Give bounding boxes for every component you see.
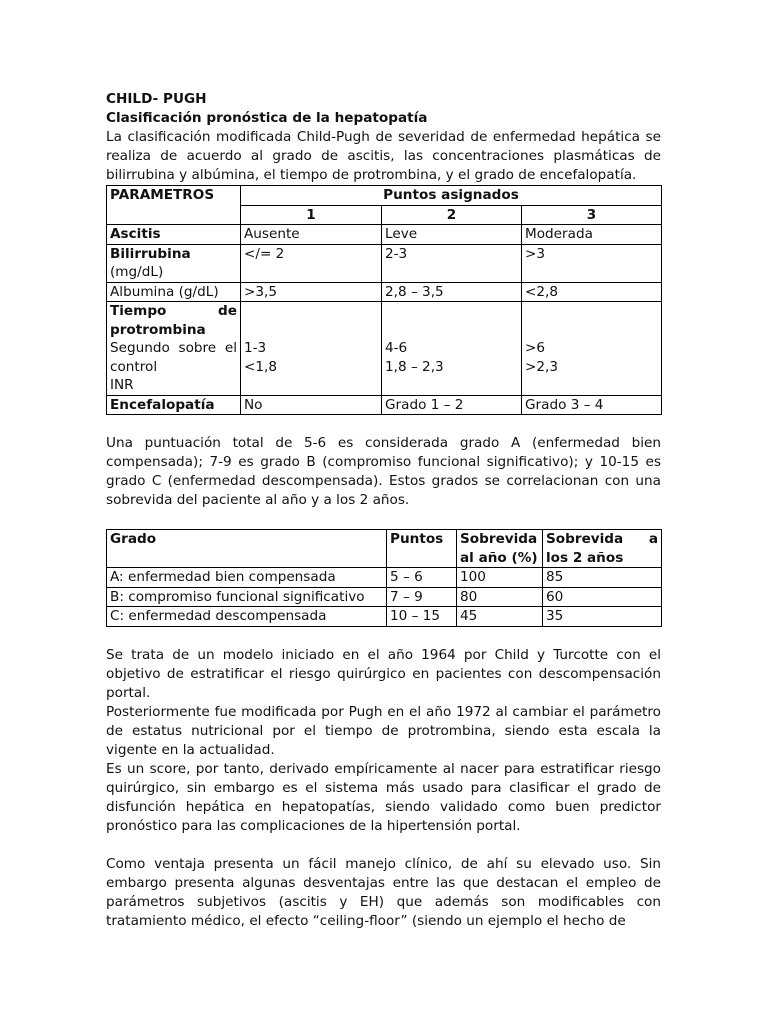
cell-value: 2,8 – 3,5 xyxy=(382,282,522,302)
cell-value: >3,5 xyxy=(241,282,382,302)
points-cell: 7 – 9 xyxy=(387,587,457,607)
cell-line: 1,8 – 2,3 xyxy=(385,358,444,375)
survival-1y-cell: 45 xyxy=(457,607,543,627)
grade-cell: C: enfermedad descompensada xyxy=(107,607,387,627)
score-paragraph: Es un score, por tanto, derivado empíricamente al nacer para estratificar riesgo quirúrgico, sin embargo es el sistema más usado para clasificar el grado de disfunción hepática en hepatopatías, siendo validado como buen predictor pronóstico para las complicaciones de la hipertensión portal. xyxy=(106,760,661,834)
table-row xyxy=(107,244,662,282)
row-label-encefalopatia: Encefalopatía xyxy=(107,395,241,415)
cell-line: >6 xyxy=(525,340,546,356)
row-label-ascitis: Ascitis xyxy=(107,225,241,245)
grade-cell: B: compromiso funcional significativo xyxy=(107,587,387,607)
table-row xyxy=(107,302,662,396)
points-cell: 5 – 6 xyxy=(387,568,457,588)
points-cell: 10 – 15 xyxy=(387,607,457,627)
cell-line: 1-3 xyxy=(244,340,267,356)
grade-cell: A: enfermedad bien compensada xyxy=(107,568,387,588)
cell-value: >3 xyxy=(522,244,662,282)
tiempo-label-c: protrombina xyxy=(110,321,206,338)
cell-value xyxy=(522,302,662,396)
bilirrubina-unit: (mg/dL) xyxy=(110,264,164,280)
cell-value xyxy=(241,302,382,396)
cell-value: Grado 1 – 2 xyxy=(382,395,522,415)
cell-value: Leve xyxy=(382,225,522,245)
survival-2y-header: Sobrevida a los 2 años xyxy=(543,530,662,568)
cell-value: </= 2 xyxy=(241,244,382,282)
param-header: PARAMETROS xyxy=(107,186,241,225)
bilirrubina-label: Bilirrubina xyxy=(110,245,191,262)
survival-2y-cell: 35 xyxy=(543,607,662,627)
table-row xyxy=(107,587,662,607)
cell-value: Grado 3 – 4 xyxy=(522,395,662,415)
cell-value: No xyxy=(241,395,382,415)
modification-paragraph: Posteriormente fue modificada por Pugh en el año 1972 al cambiar el parámetro de estatus nutricional por el tiempo de protrombina, siendo esta escala la vigente en la actualidad. xyxy=(106,703,661,758)
grade-table xyxy=(106,529,662,627)
cell-value: <2,8 xyxy=(522,282,662,302)
document-page xyxy=(106,90,661,931)
survival-1y-header: Sobrevida al año (%) xyxy=(457,530,543,568)
table-row xyxy=(107,282,662,302)
advantages-paragraph: Como ventaja presenta un fácil manejo clínico, de ahí su elevado uso. Sin embargo presenta algunas desventajas entre las que destacan el empleo de parámetros subjetivos (ascitis y EH) que además son modificables con tratamiento médico, el efecto “ceiling-floor” (siendo un ejemplo el hecho de xyxy=(106,855,661,929)
cell-value xyxy=(382,302,522,396)
survival-2y-cell: 85 xyxy=(543,568,662,588)
table-row xyxy=(107,225,662,245)
table-row xyxy=(107,395,662,415)
grade-header: Grado xyxy=(107,530,387,568)
document-subtitle: Clasificación pronóstica de la hepatopatía xyxy=(106,110,428,126)
row-label-bilirrubina xyxy=(107,244,241,282)
cell-line: >2,3 xyxy=(525,358,559,375)
history-paragraph: Se trata de un modelo iniciado en el año 1964 por Child y Turcotte con el objetivo de estratificar el riesgo quirúrgico en pacientes con descompensación portal. xyxy=(106,646,661,701)
survival-2y-cell: 60 xyxy=(543,587,662,607)
intro-paragraph: La clasificación modificada Child-Pugh de severidad de enfermedad hepática se realiza de acuerdo al grado de ascitis, las concentraciones plasmáticas de bilirrubina y albúmina, el tiempo de protrombina, y el grado de encefalopatía. xyxy=(106,129,661,183)
cell-value: Moderada xyxy=(522,225,662,245)
cell-line: 4-6 xyxy=(385,340,408,356)
table-row xyxy=(107,607,662,627)
points-col-2: 2 xyxy=(382,205,522,225)
points-col-3: 3 xyxy=(522,205,662,225)
cell-value: 2-3 xyxy=(382,244,522,282)
cell-line: <1,8 xyxy=(244,358,278,375)
scoring-paragraph: Una puntuación total de 5-6 es considerada grado A (enfermedad bien compensada); 7-9 es grado B (compromiso funcional significativo); y 10-15 es grado C (enfermedad descompensada). Estos grados se correlacionan con una sobrevida del paciente al año y a los 2 años. xyxy=(106,435,661,508)
cell-value: Ausente xyxy=(241,225,382,245)
survival-1y-cell: 80 xyxy=(457,587,543,607)
tiempo-label-a: Tiempo xyxy=(110,303,167,319)
document-title: CHILD- PUGH xyxy=(106,91,207,107)
tiempo-label-b: de xyxy=(218,303,237,319)
points-header-2: Puntos xyxy=(387,530,457,568)
table-row xyxy=(107,568,662,588)
points-header: Puntos asignados xyxy=(241,186,662,206)
row-label-albumina: Albumina (g/dL) xyxy=(107,282,241,302)
child-pugh-table xyxy=(106,185,662,415)
tiempo-sub1: Segundo sobre el control xyxy=(110,340,237,375)
survival-1y-cell: 100 xyxy=(457,568,543,588)
row-label-tiempo xyxy=(107,302,241,396)
tiempo-sub2: INR xyxy=(110,377,134,393)
points-col-1: 1 xyxy=(241,205,382,225)
